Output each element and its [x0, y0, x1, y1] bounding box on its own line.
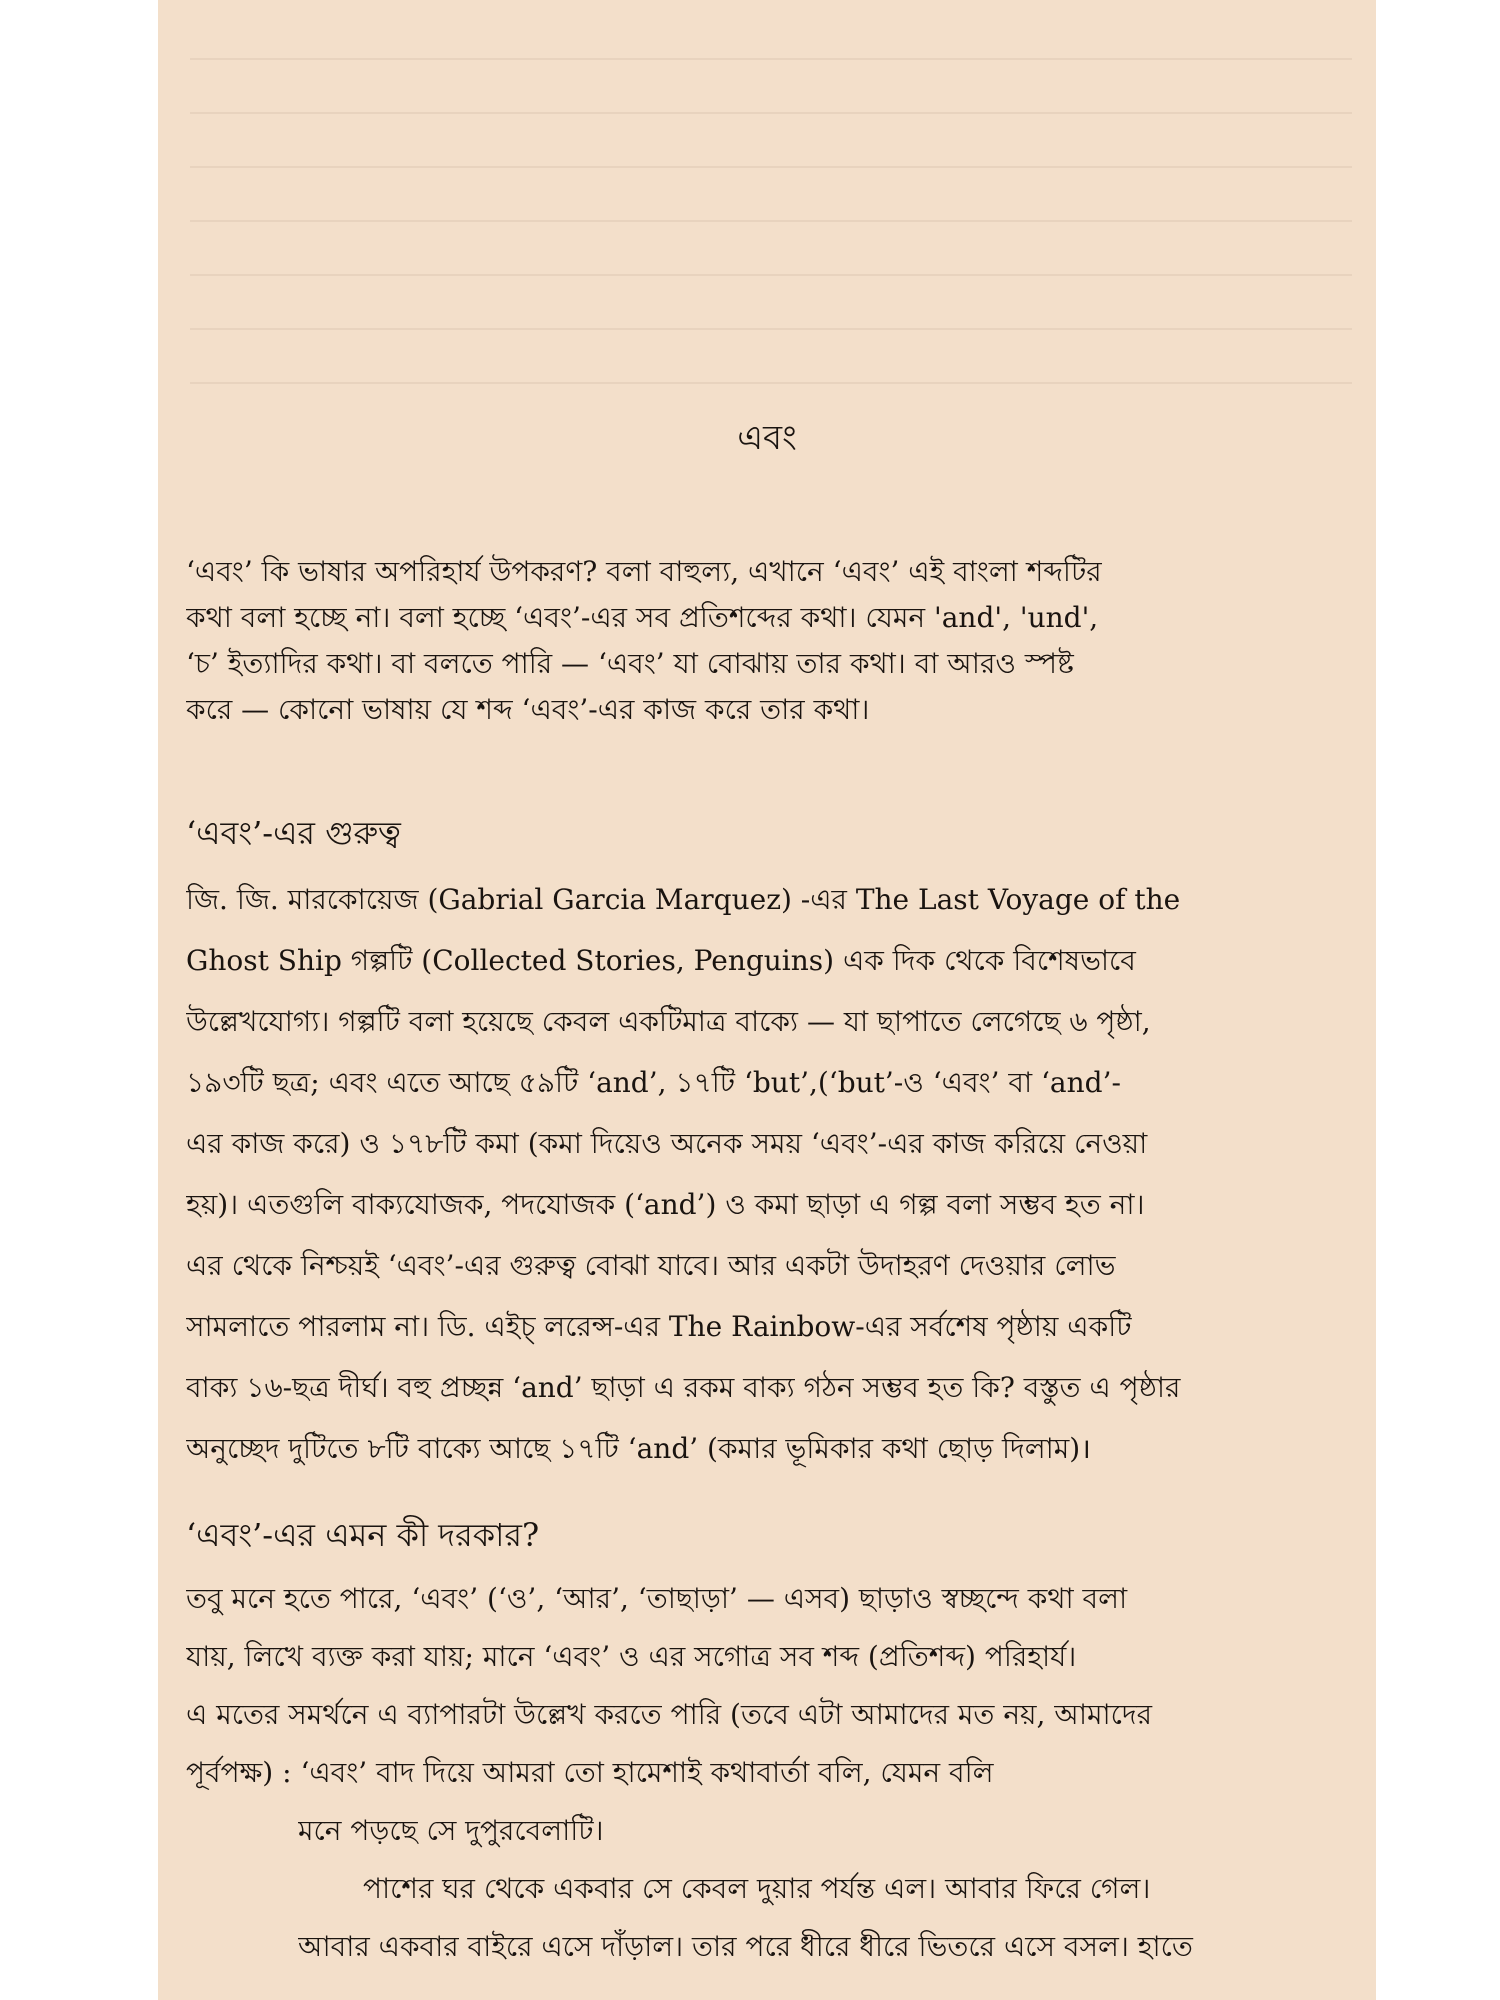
bleed-through-line — [190, 382, 1352, 384]
bleed-through-line — [190, 220, 1352, 222]
quote-line: পাশের ঘর থেকে একবার সে কেবল দুয়ার পর্যন্ত এল। আবার ফিরে গেল। — [363, 1872, 1151, 1905]
paragraph-line: পূর্বপক্ষ) : ‘এবং’ বাদ দিয়ে আমরা তো হামেশাই কথাবার্তা বলি, যেমন বলি — [186, 1756, 994, 1789]
paragraph-line: এর থেকে নিশ্চয়ই ‘এবং’-এর গুরুত্ব বোঝা যাবে। আর একটা উদাহরণ দেওয়ার লোভ — [186, 1249, 1116, 1282]
bleed-through-line — [190, 58, 1352, 60]
paragraph-line: উল্লেখযোগ্য। গল্পটি বলা হয়েছে কেবল একটিমাত্র বাক্যে — যা ছাপাতে লেগেছে ৬ পৃষ্ঠা, — [186, 1005, 1151, 1038]
paragraph-line: ১৯৩টি ছত্র; এবং এতে আছে ৫৯টি ‘and’, ১৭টি ‘but’,(‘but’-ও ‘এবং’ বা ‘and’- — [186, 1066, 1121, 1099]
bleed-through-line — [190, 166, 1352, 168]
paragraph-line: জি. জি. মারকোয়েজ (Gabrial Garcia Marquez) -এর The Last Voyage of the — [186, 883, 1181, 916]
paragraph-line: অনুচ্ছেদ দুটিতে ৮টি বাক্যে আছে ১৭টি ‘and’ (কমার ভূমিকার কথা ছোড় দিলাম)। — [186, 1432, 1091, 1465]
paragraph-line: Ghost Ship গল্পটি (Collected Stories, Penguins) এক দিক থেকে বিশেষভাবে — [186, 944, 1136, 977]
paragraph-line: এ মতের সমর্থনে এ ব্যাপারটা উল্লেখ করতে পারি (তবে এটা আমাদের মত নয়, আমাদের — [186, 1698, 1153, 1731]
paragraph-line: এর কাজ করে) ও ১৭৮টি কমা (কমা দিয়েও অনেক সময় ‘এবং’-এর কাজ করিয়ে নেওয়া — [186, 1127, 1148, 1160]
bleed-through-line — [190, 112, 1352, 114]
section-heading: ‘এবং’-এর এমন কী দরকার? — [186, 1516, 540, 1554]
bleed-through-line — [190, 274, 1352, 276]
paragraph-line: হয়)। এতগুলি বাক্যযোজক, পদযোজক (‘and’) ও কমা ছাড়া এ গল্প বলা সম্ভব হত না। — [186, 1188, 1145, 1221]
page-title: এবং — [737, 418, 797, 458]
paragraph-line: বাক্য ১৬-ছত্র দীর্ঘ। বহু প্রচ্ছন্ন ‘and’ ছাড়া এ রকম বাক্য গঠন সম্ভব হত কি? বস্তুত এ পৃষ্ঠার — [186, 1371, 1181, 1404]
quote-line: মনে পড়ছে সে দুপুরবেলাটি। — [298, 1814, 604, 1847]
paragraph-line: করে — কোনো ভাষায় যে শব্দ ‘এবং’-এর কাজ করে তার কথা। — [186, 693, 870, 726]
paragraph-line: যায়, লিখে ব্যক্ত করা যায়; মানে ‘এবং’ ও এর সগোত্র সব শব্দ (প্রতিশব্দ) পরিহার্য। — [186, 1640, 1077, 1673]
paragraph-line: ‘এবং’ কি ভাষার অপরিহার্য উপকরণ? বলা বাহুল্য, এখানে ‘এবং’ এই বাংলা শব্দটির — [186, 555, 1102, 588]
quote-line: আবার একবার বাইরে এসে দাঁড়াল। তার পরে ধীরে ধীরে ভিতরে এসে বসল। হাতে — [298, 1930, 1193, 1963]
section-heading: ‘এবং’-এর গুরুত্ব — [186, 814, 401, 852]
bleed-through-line — [190, 328, 1352, 330]
book-page — [158, 0, 1376, 2000]
paragraph-line: তবু মনে হতে পারে, ‘এবং’ (‘ও’, ‘আর’, ‘তাছাড়া’ — এসব) ছাড়াও স্বচ্ছন্দে কথা বলা — [186, 1582, 1128, 1615]
paragraph-line: সামলাতে পারলাম না। ডি. এইচ্ লরেন্স-এর The Rainbow-এর সর্বশেষ পৃষ্ঠায় একটি — [186, 1310, 1132, 1343]
paragraph-line: কথা বলা হচ্ছে না। বলা হচ্ছে ‘এবং’-এর সব প্রতিশব্দের কথা। যেমন 'and', 'und', — [186, 601, 1099, 634]
paragraph-line: ‘চ’ ইত্যাদির কথা। বা বলতে পারি — ‘এবং’ যা বোঝায় তার কথা। বা আরও স্পষ্ট — [186, 647, 1074, 680]
